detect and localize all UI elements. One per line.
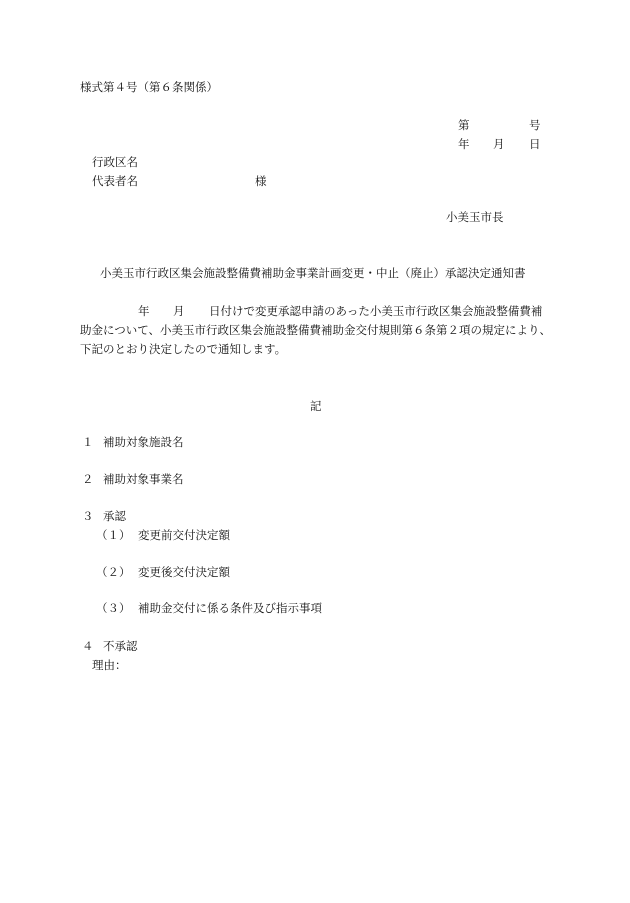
rejection-reason-label: 理由： <box>92 658 127 672</box>
date-year-label: 年 <box>458 137 470 151</box>
district-name-label: 行政区名 <box>92 155 138 169</box>
item-4-label: 不承認 <box>103 639 138 653</box>
item-3-sub-2-label: 変更後交付決定額 <box>138 565 230 579</box>
representative-name-label: 代表者名 <box>92 174 138 188</box>
honorific-sama: 様 <box>255 174 267 188</box>
body-line-1: 日付けで変更承認申請のあった小美玉市行政区集会施設整備費補 <box>209 304 543 318</box>
item-3-sub-3-label: 補助金交付に係る条件及び指示事項 <box>138 601 322 615</box>
date-month-label: 月 <box>493 137 505 151</box>
item-2-label: 補助対象事業名 <box>103 472 184 486</box>
document-title: 小美玉市行政区集会施設整備費補助金事業計画変更・中止（廃止）承認決定通知書 <box>100 266 526 280</box>
body-year-label: 年 <box>138 304 150 318</box>
date-day-label: 日 <box>529 137 541 151</box>
item-1-label: 補助対象施設名 <box>103 435 184 449</box>
item-3-number: ３ <box>82 509 94 523</box>
form-number: 様式第４号（第６条関係） <box>80 80 218 94</box>
item-3-label: 承認 <box>103 509 126 523</box>
item-3-sub-1-number: （１） <box>96 528 131 542</box>
item-2-number: ２ <box>82 472 94 486</box>
item-3-sub-3-number: （３） <box>96 601 131 615</box>
body-line-3: 下記のとおり決定したので通知します。 <box>80 342 287 356</box>
item-1-number: １ <box>82 435 94 449</box>
item-3-sub-1-label: 変更前交付決定額 <box>138 528 230 542</box>
body-line-2: 助金について、小美玉市行政区集会施設整備費補助金交付規則第６条第２項の規定により、 <box>80 323 552 337</box>
document-number-prefix: 第 <box>458 118 470 132</box>
document-number-suffix: 号 <box>529 118 541 132</box>
item-4-number: ４ <box>82 639 94 653</box>
body-month-label: 月 <box>173 304 185 318</box>
item-3-sub-2-number: （２） <box>96 565 131 579</box>
mayor-name: 小美玉市長 <box>446 210 504 224</box>
ki-heading: 記 <box>310 399 322 413</box>
